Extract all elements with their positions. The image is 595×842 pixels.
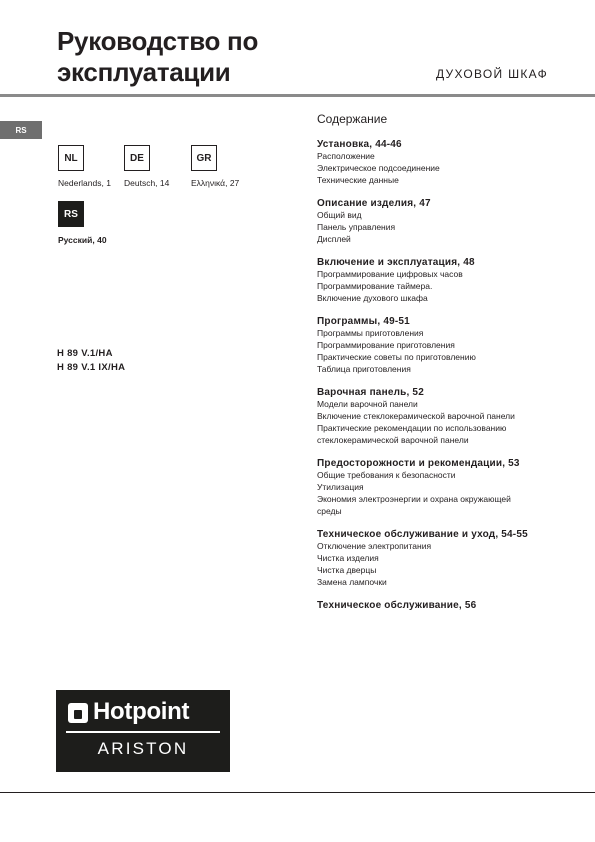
toc-section bbox=[317, 529, 549, 588]
lang-caption-rs-page: 40 bbox=[97, 235, 107, 245]
toc-item[interactable]: Общий вид bbox=[317, 210, 362, 220]
toc-item[interactable]: Программы приготовления bbox=[317, 328, 424, 338]
model-list bbox=[57, 347, 125, 375]
toc-section bbox=[317, 387, 549, 446]
hotpoint-mark-icon bbox=[68, 703, 88, 723]
toc-item[interactable]: Электрическое подсоединение bbox=[317, 163, 440, 173]
toc-item[interactable]: Отключение электропитания bbox=[317, 541, 432, 551]
toc-item[interactable]: стеклокерамической варочной панели bbox=[317, 435, 469, 445]
lang-box-nl[interactable]: NL bbox=[58, 145, 84, 171]
toc-section-title[interactable]: Варочная панель, 52 bbox=[317, 387, 424, 398]
toc-item[interactable]: среды bbox=[317, 506, 342, 516]
toc-item[interactable]: Практические рекомендации по использованию bbox=[317, 423, 507, 433]
toc-section bbox=[317, 600, 549, 611]
document-type: ДУХОВОЙ ШКАФ bbox=[435, 67, 548, 81]
toc-item[interactable]: Включение стеклокерамической варочной панели bbox=[317, 411, 515, 421]
header-divider bbox=[0, 94, 595, 97]
toc-section-title[interactable]: Включение и эксплуатация, 48 bbox=[317, 257, 475, 268]
toc-section-title[interactable]: Техническое обслуживание и уход, 54-55 bbox=[317, 529, 528, 540]
page-title bbox=[57, 26, 258, 88]
model-name: H 89 V.1 IX/HA bbox=[57, 362, 126, 373]
toc-section-title[interactable]: Техническое обслуживание, 56 bbox=[317, 600, 477, 611]
lang-caption-rs bbox=[58, 235, 107, 245]
toc-item[interactable]: Практические советы по приготовлению bbox=[317, 352, 476, 362]
toc-item[interactable]: Программирование цифровых часов bbox=[317, 269, 463, 279]
lang-box-gr[interactable]: GR bbox=[191, 145, 217, 171]
toc-section bbox=[317, 257, 549, 304]
table-of-contents bbox=[317, 112, 549, 623]
toc-section-title[interactable]: Установка, 44-46 bbox=[317, 139, 402, 150]
toc-item[interactable]: Общие требования к безопасности bbox=[317, 470, 456, 480]
lang-box-de[interactable]: DE bbox=[124, 145, 150, 171]
lang-caption-de: Deutsch, 14 bbox=[124, 178, 170, 188]
language-side-tab: RS bbox=[0, 121, 42, 139]
toc-item[interactable]: Включение духового шкафа bbox=[317, 293, 428, 303]
lang-caption-gr: Ελληνικά, 27 bbox=[191, 178, 240, 188]
logo-brand: Hotpoint bbox=[93, 698, 190, 725]
toc-item[interactable]: Чистка дверцы bbox=[317, 565, 377, 575]
model-name: H 89 V.1/HA bbox=[57, 348, 113, 359]
toc-section-title[interactable]: Программы, 49-51 bbox=[317, 316, 410, 327]
toc-section bbox=[317, 139, 549, 186]
toc-item[interactable]: Дисплей bbox=[317, 234, 351, 244]
logo-divider bbox=[66, 731, 220, 733]
toc-item[interactable]: Замена лампочки bbox=[317, 577, 387, 587]
toc-section-title[interactable]: Описание изделия, 47 bbox=[317, 198, 431, 209]
toc-item[interactable]: Программирование таймера. bbox=[317, 281, 433, 291]
toc-item[interactable]: Панель управления bbox=[317, 222, 396, 232]
toc-section bbox=[317, 458, 549, 517]
lang-caption-rs-name: Русский, bbox=[58, 235, 95, 245]
logo-subbrand: ARISTON bbox=[97, 739, 189, 758]
toc-item[interactable]: Программирование приготовления bbox=[317, 340, 455, 350]
lang-box-rs-active[interactable]: RS bbox=[58, 201, 84, 227]
toc-sections bbox=[317, 139, 549, 611]
toc-item[interactable]: Утилизация bbox=[317, 482, 364, 492]
toc-item[interactable]: Технические данные bbox=[317, 175, 399, 185]
toc-item[interactable]: Таблица приготовления bbox=[317, 364, 411, 374]
toc-section bbox=[317, 316, 549, 375]
toc-item[interactable]: Расположение bbox=[317, 151, 375, 161]
title-line-1: Руководство по bbox=[57, 26, 259, 56]
hotpoint-ariston-logo bbox=[56, 690, 230, 772]
title-line-2: эксплуатации bbox=[57, 57, 231, 87]
toc-section-title[interactable]: Предосторожности и рекомендации, 53 bbox=[317, 458, 520, 469]
footer-divider bbox=[0, 792, 595, 793]
lang-caption-nl: Nederlands, 1 bbox=[58, 178, 111, 188]
toc-item[interactable]: Экономия электроэнергии и охрана окружающей bbox=[317, 494, 511, 504]
toc-section bbox=[317, 198, 549, 245]
toc-item[interactable]: Модели варочной панели bbox=[317, 399, 418, 409]
toc-heading: Содержание bbox=[317, 112, 388, 126]
toc-item[interactable]: Чистка изделия bbox=[317, 553, 379, 563]
